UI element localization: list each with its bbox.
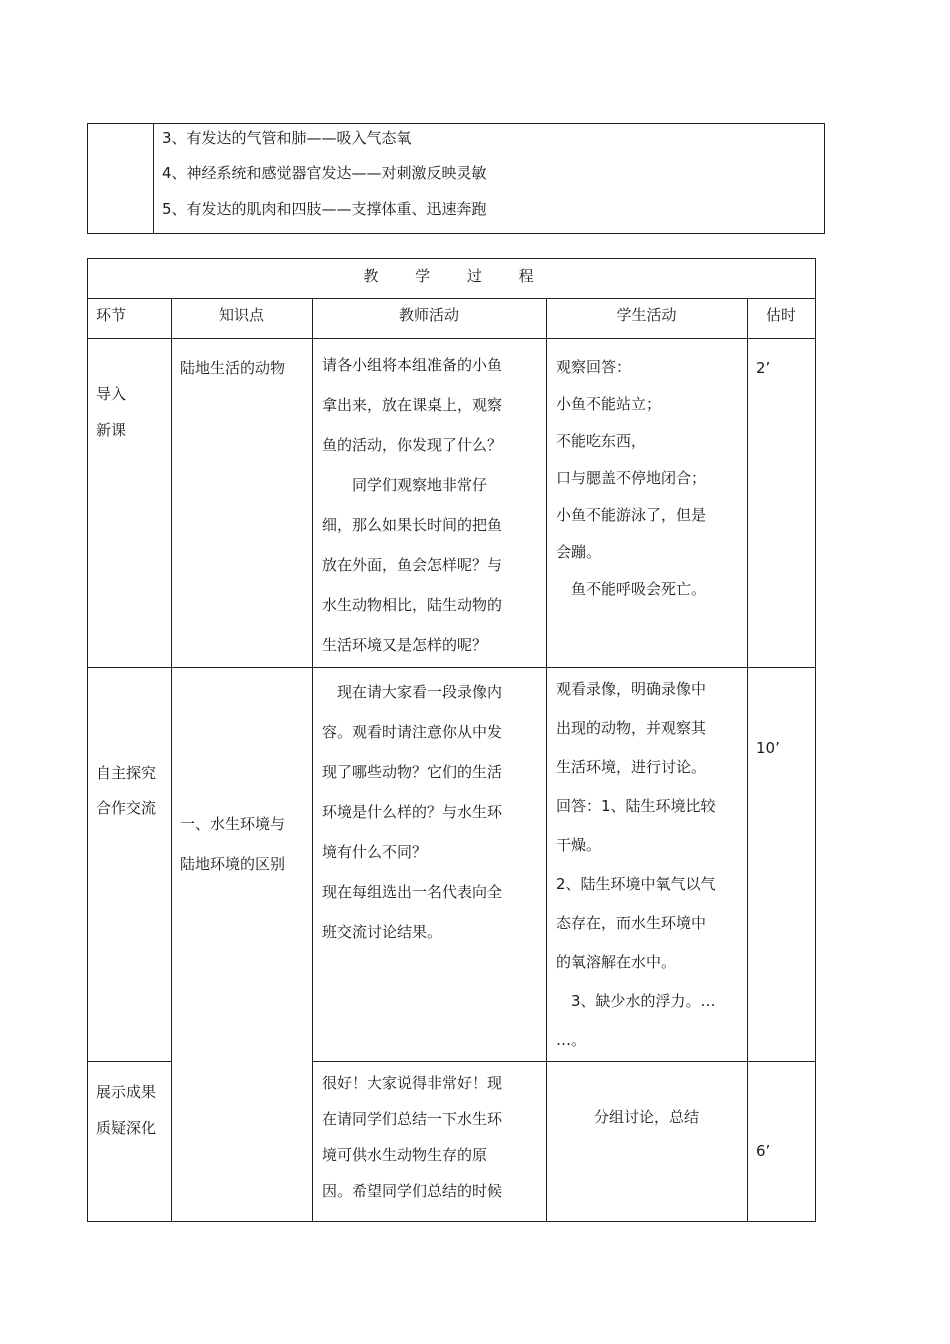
- text-line: 环境是什么样的？与水生环: [322, 803, 503, 821]
- row1-stage-line2: 新课: [96, 421, 127, 439]
- row2-knowledge-line1: 一、水生环境与: [180, 815, 286, 833]
- text-line: 现在请大家看一段录像内: [322, 683, 503, 701]
- text-line: 在请同学们总结一下水生环: [322, 1110, 503, 1128]
- title-row-bottom: [87, 298, 816, 299]
- table-border-bottom: [87, 1221, 816, 1222]
- text-line: 细，那么如果长时间的把鱼: [322, 516, 503, 534]
- text-line: 2、陆生环境中氧气以气: [556, 875, 716, 893]
- text-line: 态存在，而水生环境中: [556, 914, 707, 932]
- text-line: 班交流讨论结果。: [322, 923, 443, 941]
- row3-time: 6’: [756, 1142, 771, 1160]
- text-line: 观察回答：: [556, 358, 632, 376]
- feature-line-4: 4、神经系统和感觉器官发达——对刺激反映灵敏: [162, 164, 487, 182]
- row2-stage-line2: 合作交流: [96, 799, 157, 817]
- top-table-divider: [153, 123, 154, 234]
- text-line: 放在外面，鱼会怎样呢？与: [322, 556, 503, 574]
- header-teacher: 教师活动: [398, 306, 459, 324]
- text-line: 生活环境，进行讨论。: [556, 758, 707, 776]
- text-line: 口与腮盖不停地闭合；: [556, 469, 707, 487]
- text-line: 拿出来，放在课桌上，观察: [322, 396, 503, 414]
- header-row-bottom: [87, 338, 816, 339]
- text-line: 鱼不能呼吸会死亡。: [556, 580, 707, 598]
- text-line: 出现的动物，并观察其: [556, 719, 707, 737]
- col-divider-4: [747, 298, 748, 1222]
- feature-line-5: 5、有发达的肌肉和四肢——支撑体重、迅速奔跑: [162, 200, 487, 218]
- text-line: 因。希望同学们总结的时候: [322, 1182, 503, 1200]
- row1-stage-line1: 导入: [96, 385, 127, 403]
- table-border-left: [87, 258, 88, 1222]
- table-border-top: [87, 258, 816, 259]
- text-line: 观看录像，明确录像中: [556, 680, 707, 698]
- row1-student-activity: [556, 349, 706, 608]
- row3-teacher-activity: [322, 1065, 502, 1209]
- text-line: 同学们观察地非常仔: [322, 476, 488, 494]
- text-line: 水生动物相比，陆生动物的: [322, 596, 503, 614]
- text-line: 干燥。: [556, 836, 602, 854]
- row1-knowledge: 陆地生活的动物: [180, 359, 286, 377]
- text-line: 小鱼不能站立；: [556, 395, 662, 413]
- top-table-border-top: [87, 123, 825, 124]
- text-line: 容。观看时请注意你从中发: [322, 723, 503, 741]
- top-table-border-left: [87, 123, 88, 234]
- feature-line-3: 3、有发达的气管和肺——吸入气态氧: [162, 129, 412, 147]
- row1-time: 2’: [756, 359, 771, 377]
- text-line: 的氧溶解在水中。: [556, 953, 677, 971]
- row1-teacher-activity: [322, 345, 502, 665]
- text-line: 现在每组选出一名代表向全: [322, 883, 503, 901]
- row3-stage-line1: 展示成果: [96, 1083, 157, 1101]
- text-line: 现了哪些动物？它们的生活: [322, 763, 503, 781]
- text-line: …。: [556, 1031, 587, 1049]
- col-divider-3: [546, 298, 547, 1222]
- col-divider-2: [312, 298, 313, 1222]
- text-line: 3、缺少水的浮力。…: [556, 992, 716, 1010]
- top-table-border-bottom: [87, 233, 825, 234]
- row2-teacher-activity: [322, 672, 502, 952]
- row1-bottom: [87, 667, 816, 668]
- text-line: 会蹦。: [556, 543, 602, 561]
- row2-knowledge-line2: 陆地环境的区别: [180, 855, 286, 873]
- col-divider-1: [171, 298, 172, 1222]
- text-line: 生活环境又是怎样的呢？: [322, 636, 488, 654]
- text-line: 境可供水生动物生存的原: [322, 1146, 488, 1164]
- header-time: 估时: [765, 306, 796, 324]
- row3-student-activity: 分组讨论，总结: [593, 1108, 699, 1126]
- row2-bottom-stage: [87, 1061, 172, 1062]
- header-student: 学生活动: [616, 306, 677, 324]
- text-line: 回答：1、陆生环境比较: [556, 797, 716, 815]
- table-border-right: [815, 258, 816, 1222]
- header-stage: 环节: [96, 306, 127, 324]
- text-line: 境有什么不同？: [322, 843, 428, 861]
- row2-time: 10’: [756, 739, 780, 757]
- row2-student-activity: [556, 670, 716, 1060]
- text-line: 不能吃东西，: [556, 432, 647, 450]
- table-title: 教 学 过 程: [363, 267, 537, 285]
- top-table-border-right: [824, 123, 825, 234]
- text-line: 很好！大家说得非常好！现: [322, 1074, 503, 1092]
- row2-stage-line1: 自主探究: [96, 764, 157, 782]
- text-line: 请各小组将本组准备的小鱼: [322, 356, 503, 374]
- text-line: 小鱼不能游泳了，但是: [556, 506, 707, 524]
- text-line: 鱼的活动，你发现了什么？: [322, 436, 503, 454]
- header-knowledge: 知识点: [218, 306, 264, 324]
- row3-stage-line2: 质疑深化: [96, 1119, 157, 1137]
- row2-bottom-rest: [312, 1061, 816, 1062]
